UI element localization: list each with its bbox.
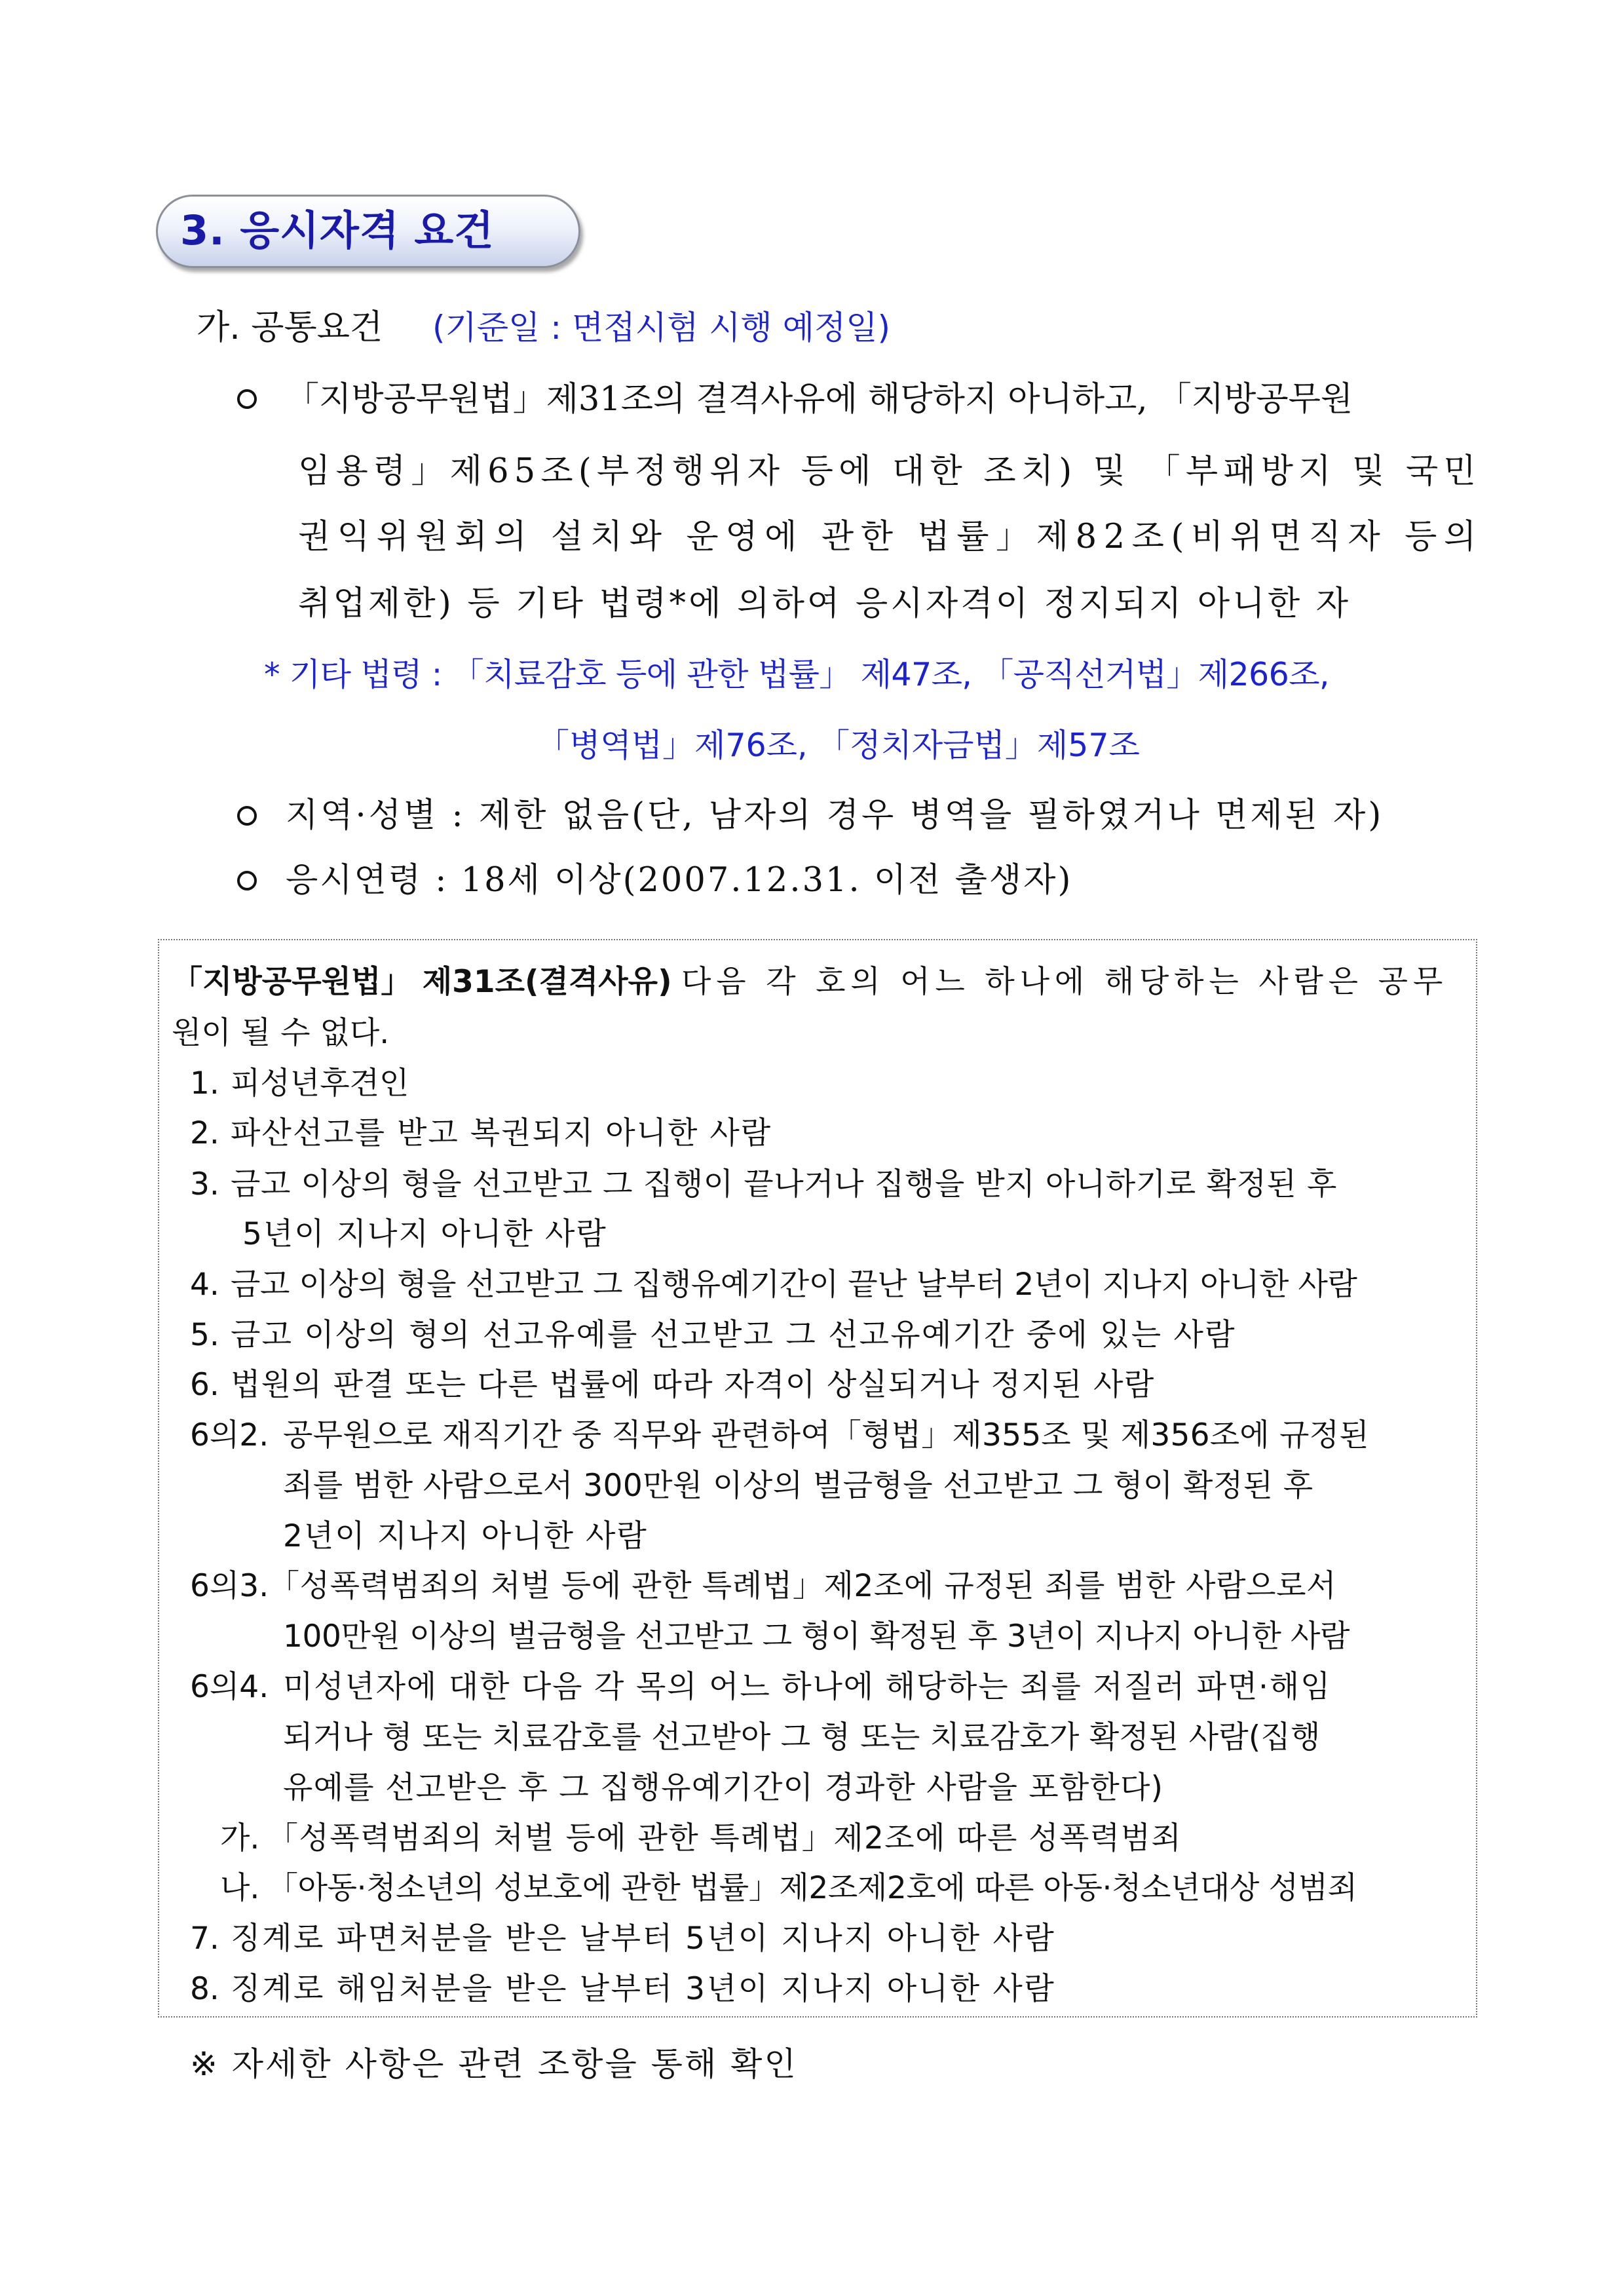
item-6-text: 법원의 판결 또는 다른 법률에 따라 자격이 상실되거나 정지된 사람 — [231, 1367, 1155, 1403]
item-number: 2. — [190, 1115, 219, 1151]
item-number: 가. — [220, 1820, 260, 1856]
common-requirements-note: (기준일 : 면접시험 시행 예정일) — [432, 309, 891, 347]
bullet-circle-icon — [237, 389, 257, 409]
item-6-2-text-2: 죄를 범한 사람으로서 300만원 이상의 벌금형을 선고받고 그 형이 확정된 후 — [283, 1468, 1313, 1504]
item-na-text: 「아동·청소년의 성보호에 관한 법률」제2조제2호에 따른 아동·청소년대상 성범죄 — [267, 1870, 1357, 1906]
bullet-2-text: 지역·성별 : 제한 없음(단, 남자의 경우 병역을 필하였거나 면제된 자) — [286, 796, 1384, 835]
bullet-1-text-1: 「지방공무원법」제31조의 결격사유에 해당하지 아니하고, 「지방공무원 — [286, 380, 1353, 419]
item-6-3-text-2: 100만원 이상의 벌금형을 선고받고 그 형이 확정된 후 3년이 지나지 아니한 사람 — [283, 1618, 1350, 1655]
section-title: 3. 응시자격 요건 — [180, 206, 495, 254]
item-3-text-1: 금고 이상의 형을 선고받고 그 집행이 끝나거나 집행을 받지 아니하기로 확정된 후 — [231, 1166, 1338, 1202]
item-3-text-2: 5년이 지나지 아니한 사람 — [242, 1216, 607, 1252]
item-number: 1. — [190, 1065, 219, 1101]
item-6-4-text-1: 미성년자에 대한 다음 각 목의 어느 하나에 해당하는 죄를 저질러 파면·해임 — [283, 1669, 1332, 1705]
item-2-text: 파산선고를 받고 복권되지 아니한 사람 — [231, 1115, 772, 1151]
item-6-4-text-2: 되거나 형 또는 치료감호를 선고받아 그 형 또는 치료감호가 확정된 사람(집행 — [283, 1719, 1321, 1755]
item-number: 6의2. — [190, 1417, 269, 1453]
item-8-text: 징계로 해임처분을 받은 날부터 3년이 지나지 아니한 사람 — [231, 1971, 1056, 2007]
footnote-line-2: 「병역법」제76조, 「정치자금법」제57조 — [537, 727, 1140, 764]
item-number: 6의4. — [190, 1669, 269, 1705]
item-1-text: 피성년후견인 — [231, 1065, 409, 1101]
bullet-1-line-3: 권익위원회의 설치와 운영에 관한 법률」제82조(비위면직자 등의 — [298, 518, 1483, 556]
article-intro-line-2: 원이 될 수 없다. — [172, 1015, 390, 1051]
bullet-1-line-2: 임용령」제65조(부정행위자 등에 대한 조치) 및 「부패방지 및 국민 — [298, 452, 1481, 491]
footnote-line-1: * 기타 법령 : 「치료감호 등에 관한 법률」 제47조, 「공직선거법」제266조, — [264, 656, 1329, 693]
item-6-2-text-3: 2년이 지나지 아니한 사람 — [283, 1518, 648, 1554]
item-ga-text: 「성폭력범죄의 처벌 등에 관한 특례법」제2조에 따른 성폭력범죄 — [267, 1820, 1182, 1856]
item-number: 8. — [190, 1971, 219, 2007]
bullet-1-line-4: 취업제한) 등 기타 법령*에 의하여 응시자격이 정지되지 아니한 자 — [298, 584, 1351, 623]
item-number: 4. — [190, 1267, 219, 1303]
item-6-3-text-1: 「성폭력범죄의 처벌 등에 관한 특례법」제2조에 규정된 죄를 범한 사람으로서 — [269, 1568, 1337, 1604]
item-7-text: 징계로 파면처분을 받은 날부터 5년이 지나지 아니한 사람 — [231, 1921, 1056, 1957]
item-6-4-text-3: 유예를 선고받은 후 그 집행유예기간이 경과한 사람을 포함한다) — [283, 1770, 1164, 1806]
item-number: 3. — [190, 1166, 219, 1202]
item-number: 5. — [190, 1317, 219, 1353]
bullet-3-text: 응시연령 : 18세 이상(2007.12.31. 이전 출생자) — [286, 861, 1073, 900]
common-requirements-label: 가. 공통요건 — [197, 308, 383, 347]
article-heading: 「지방공무원법」 제31조(결격사유) — [172, 964, 672, 1000]
bullet-circle-icon — [237, 871, 257, 890]
bullet-1-line-1 — [286, 379, 1477, 421]
item-number: 나. — [220, 1870, 260, 1906]
item-4-text: 금고 이상의 형을 선고받고 그 집행유예기간이 끝난 날부터 2년이 지나지 아니한 사람 — [231, 1267, 1357, 1303]
article-intro-line-1: 다음 각 호의 어느 하나에 해당하는 사람은 공무 — [681, 964, 1448, 1000]
footer-note: ※ 자세한 사항은 관련 조항을 통해 확인 — [190, 2045, 798, 2083]
item-5-text: 금고 이상의 형의 선고유예를 선고받고 그 선고유예기간 중에 있는 사람 — [231, 1317, 1236, 1353]
item-6-2-text-1: 공무원으로 재직기간 중 직무와 관련하여「형법」제355조 및 제356조에 규정된 — [283, 1417, 1369, 1453]
item-number: 7. — [190, 1921, 219, 1957]
item-number: 6의3. — [190, 1568, 269, 1604]
item-number: 6. — [190, 1367, 219, 1403]
bullet-circle-icon — [237, 806, 257, 826]
